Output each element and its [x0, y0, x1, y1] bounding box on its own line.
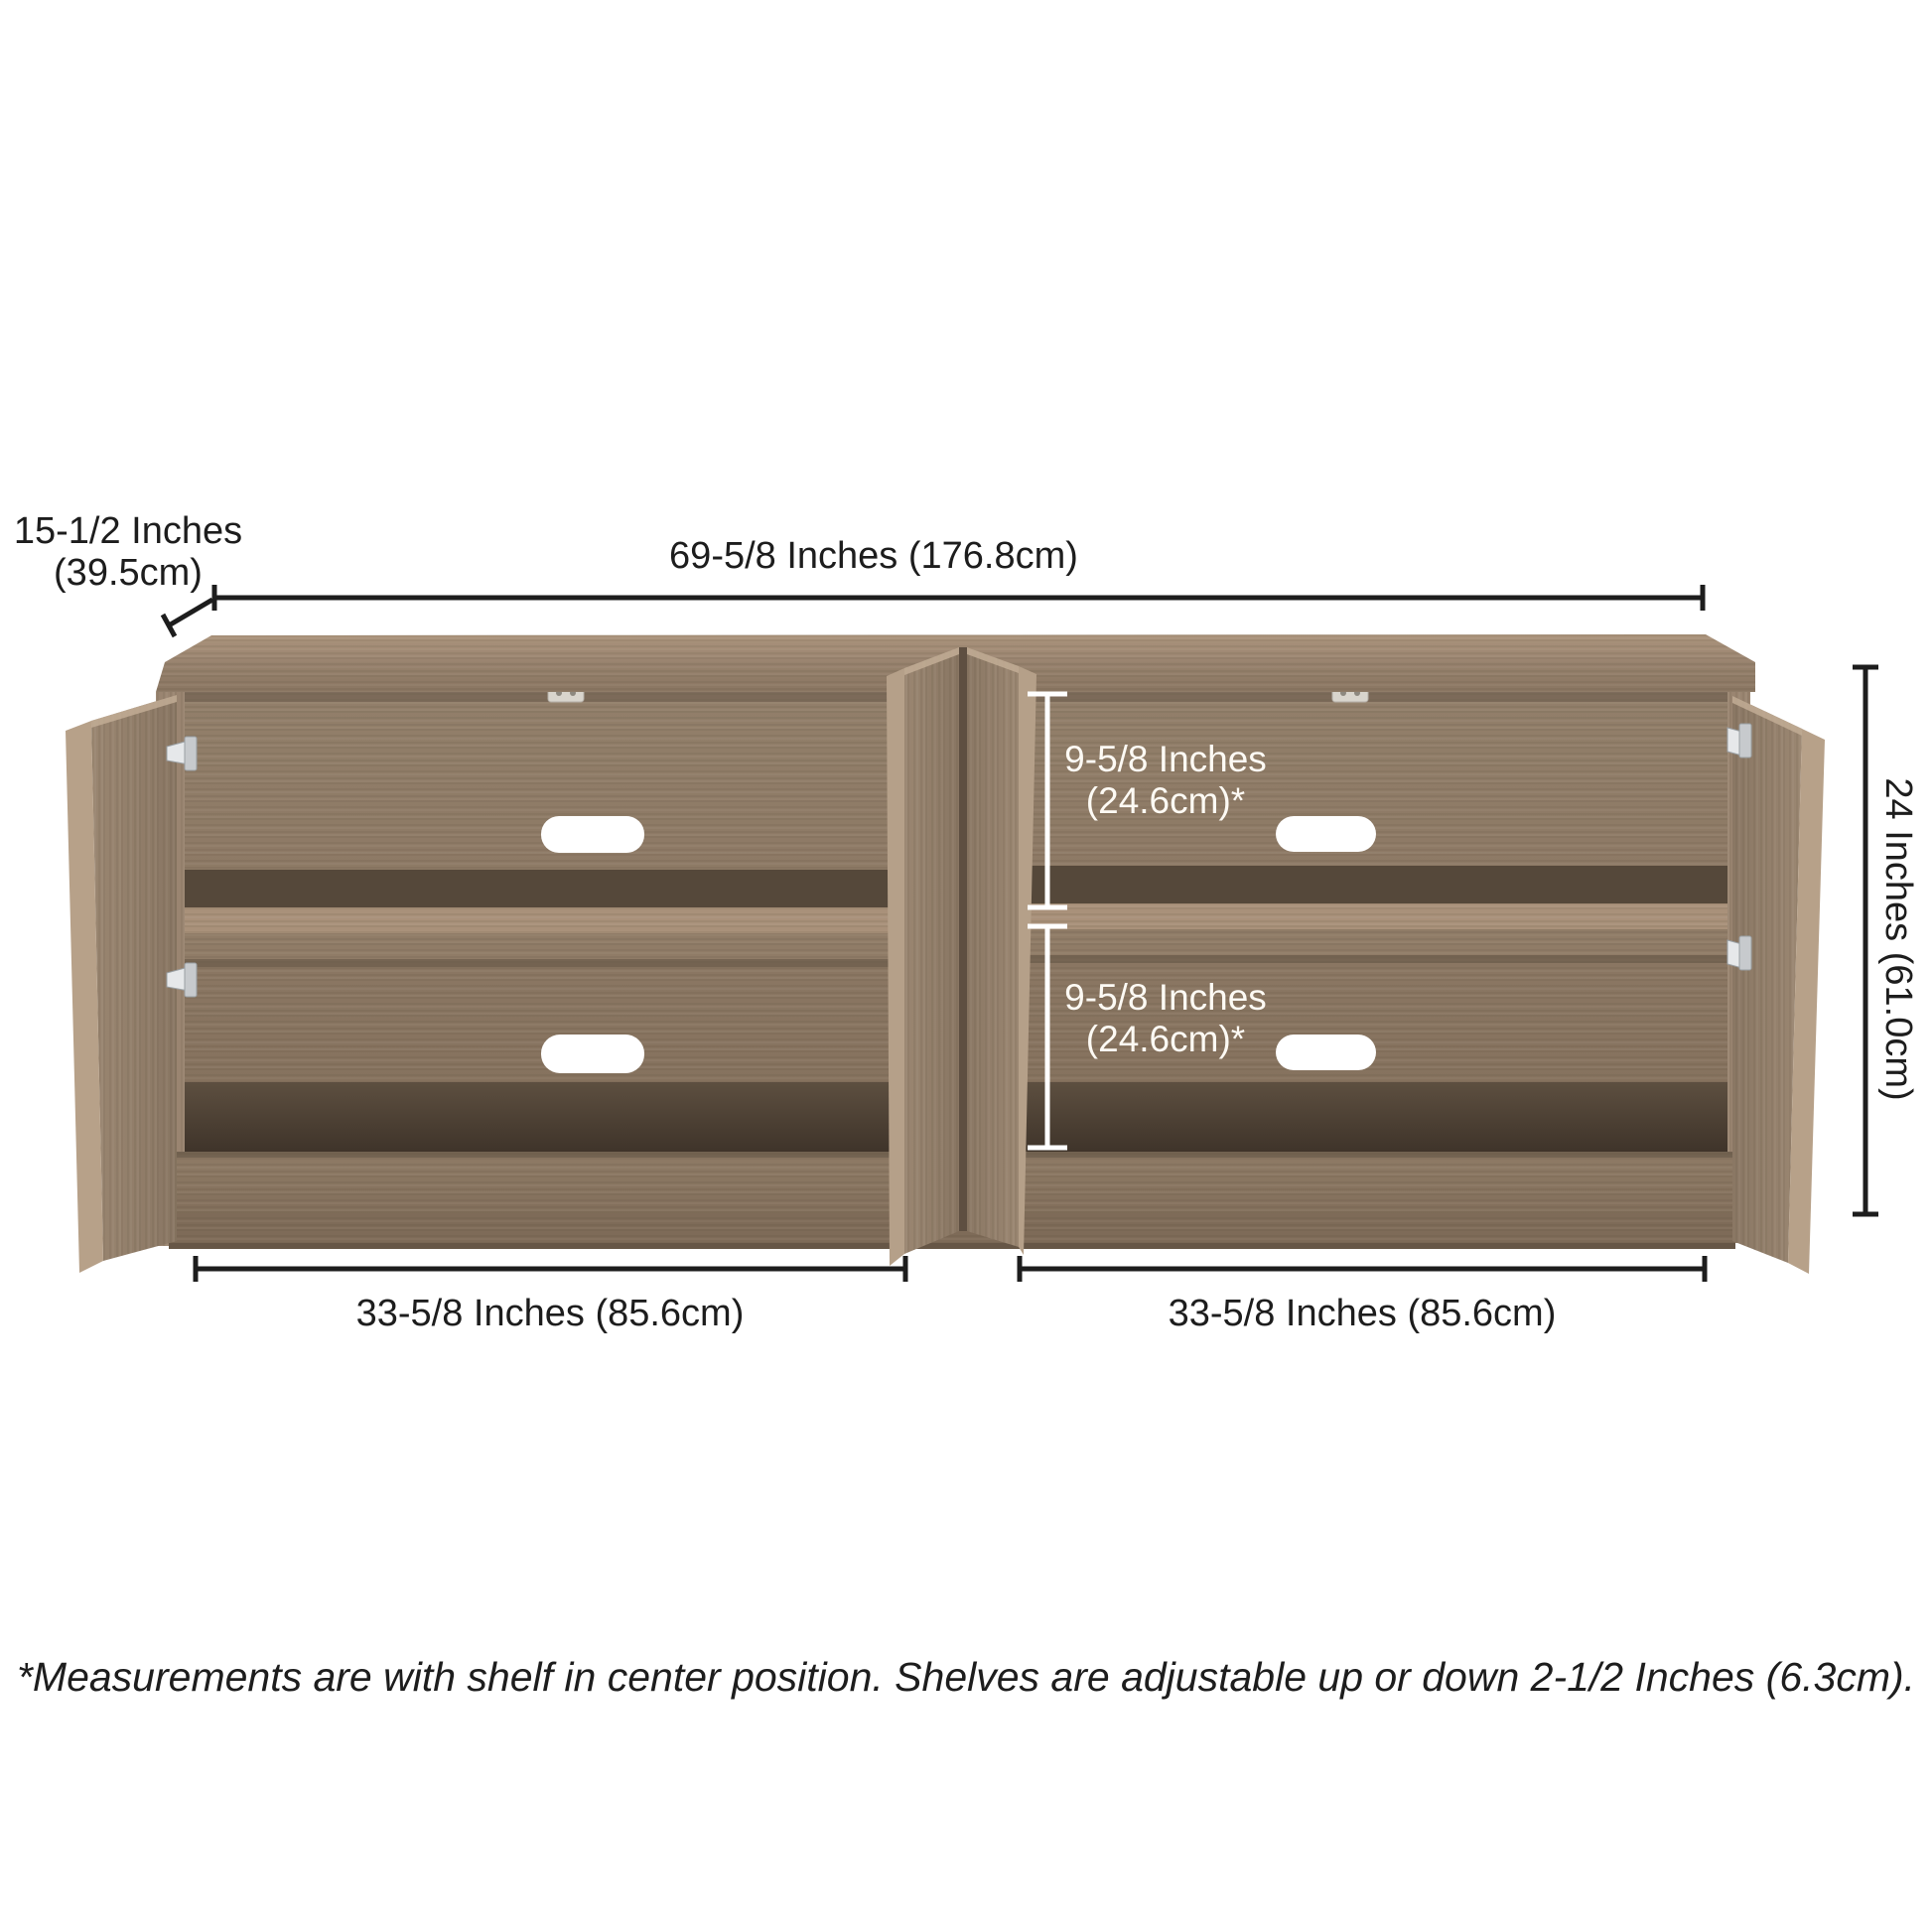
right-shelf: [1013, 866, 1727, 963]
center-doors: [887, 647, 1036, 1266]
depth-dimension-line1: 15-1/2 Inches: [13, 510, 243, 552]
upper-compartment-label: [1027, 739, 1305, 822]
left-door: [66, 695, 177, 1273]
upper-compartment-line2: (24.6cm)*: [1085, 780, 1246, 821]
lower-compartment-line2: (24.6cm)*: [1085, 1019, 1246, 1059]
left-shelf: [185, 870, 898, 967]
depth-dimension-label: [0, 510, 260, 594]
right-opening-dimension-label: 33-5/8 Inches (85.6cm): [1168, 1293, 1557, 1334]
measurement-footnote: *Measurements are with shelf in center position. Shelves are adjustable up or down 2-1/2 Inches (6.3cm).: [16, 1654, 1916, 1700]
lower-compartment-line1: 9-5/8 Inches: [1064, 977, 1267, 1018]
width-dimension-label: 69-5/8 Inches (176.8cm): [669, 535, 1078, 577]
upper-compartment-line1: 9-5/8 Inches: [1064, 739, 1267, 779]
depth-dimension-line2: (39.5cm): [54, 552, 203, 594]
left-opening-dimension-label: 33-5/8 Inches (85.6cm): [355, 1293, 745, 1334]
height-dimension-text: 24 Inches (61.0cm): [1877, 777, 1919, 1101]
lower-compartment-label: [1027, 977, 1305, 1060]
right-door: [1732, 696, 1825, 1274]
